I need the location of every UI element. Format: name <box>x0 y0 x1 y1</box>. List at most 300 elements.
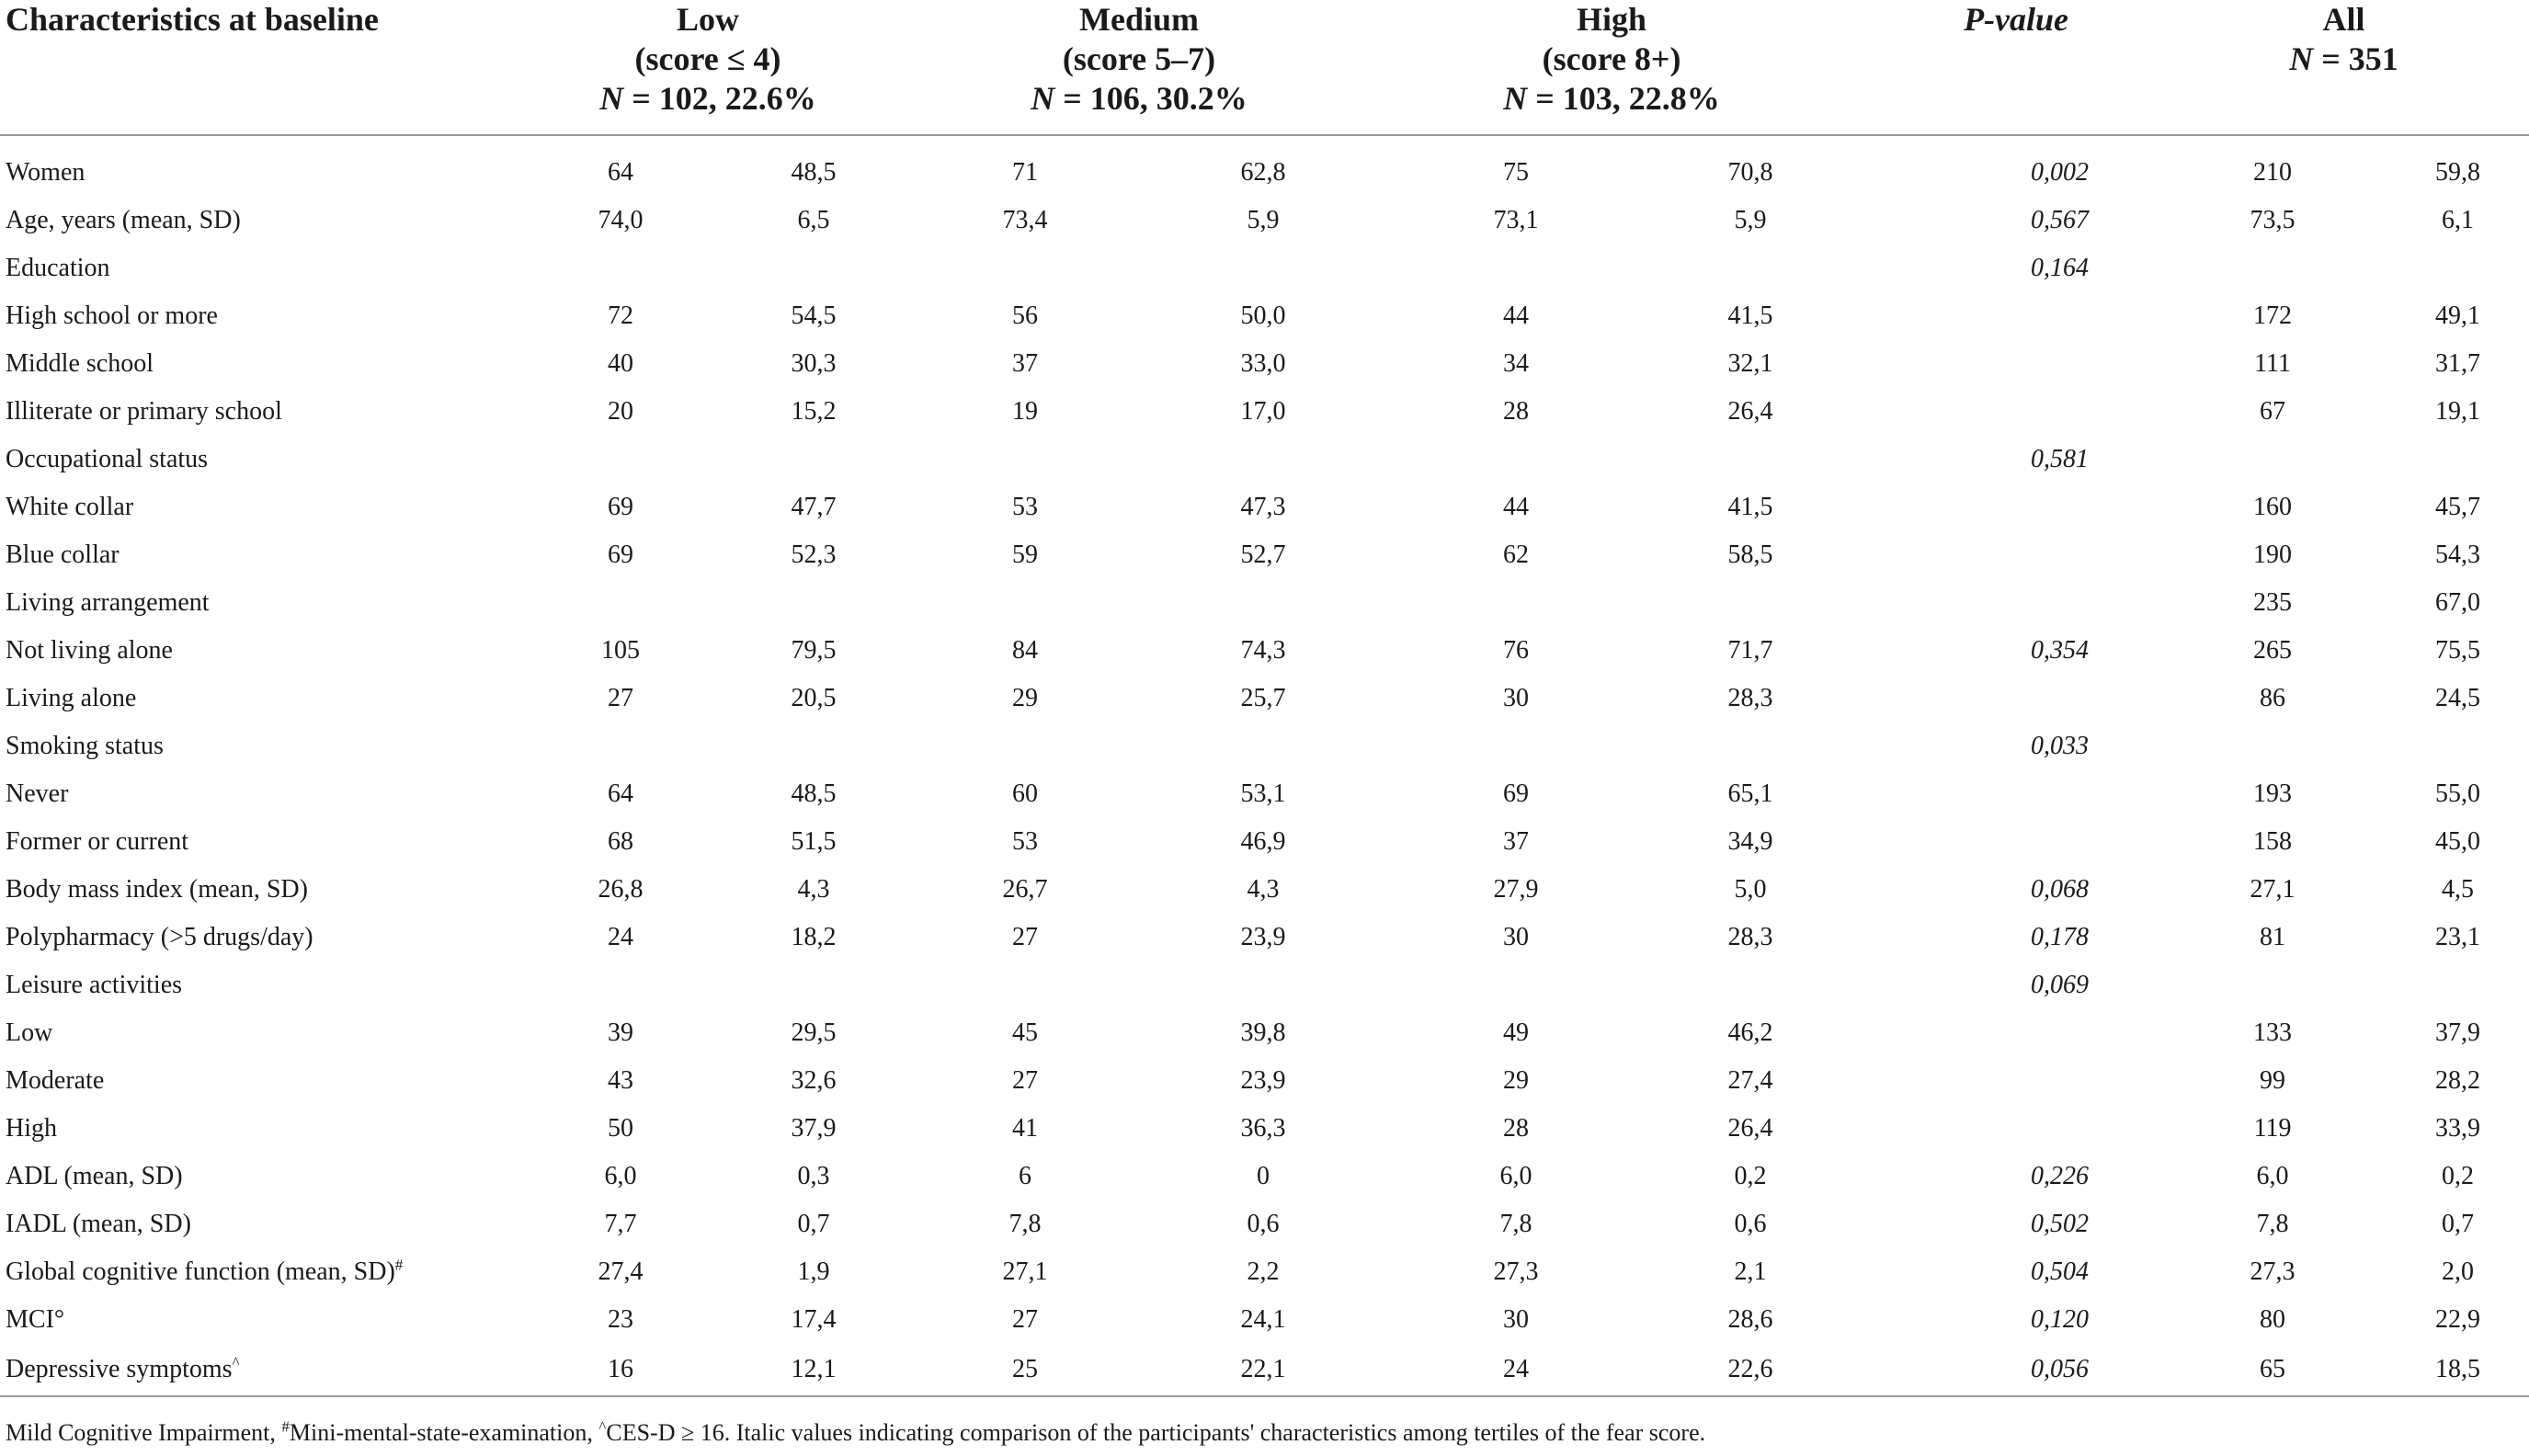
header-high-n <box>1377 79 1846 119</box>
cell-low-p <box>726 579 901 627</box>
footnote-part2: Mini-mental-state-examination, <box>289 1419 599 1446</box>
cell-high-p: 5,0 <box>1734 875 1767 904</box>
row-label-text: Leisure activities <box>6 971 183 999</box>
cell-pval <box>1846 770 2159 818</box>
row-label-text: Blue collar <box>6 540 120 569</box>
cell-low-p: 18,2 <box>791 923 837 951</box>
cell-high-p: 0,6 <box>1734 1210 1767 1238</box>
table-row <box>0 531 2529 579</box>
cell-high-n: 34 <box>1503 349 1530 378</box>
cell-high-p: 46,2 <box>1727 1018 1773 1047</box>
cell-med-n: 37 <box>1012 349 1039 378</box>
cell-high-n <box>1377 245 1655 292</box>
row-label <box>0 292 515 340</box>
cell-med-p <box>1149 961 1377 1009</box>
cell-pval <box>1846 1009 2159 1057</box>
cell-low-p: 37,9 <box>791 1114 837 1143</box>
row-label <box>0 914 515 961</box>
cell-high-p <box>1655 245 1846 292</box>
cell-low-p: 12,1 <box>726 1344 901 1396</box>
row-label-text: Occupational status <box>6 445 209 473</box>
cell-med-n <box>901 245 1149 292</box>
header-pvalue <box>1846 0 2159 135</box>
row-label <box>0 1296 515 1344</box>
cell-pval: 0,002 <box>2031 158 2090 187</box>
cell-all-p: 2,0 <box>2442 1257 2475 1286</box>
cell-all-n <box>2159 436 2387 483</box>
cell-med-p: 17,0 <box>1240 397 1286 426</box>
cell-all-n: 67 <box>2260 397 2286 426</box>
cell-pval <box>1846 1057 2159 1105</box>
row-label-text: Age, years (mean, SD) <box>6 206 241 234</box>
footnote-sup1: # <box>281 1417 290 1436</box>
cell-all-n: 133 <box>2253 1018 2293 1047</box>
cell-med-n: 59 <box>1012 540 1039 569</box>
cell-all-p <box>2387 722 2529 770</box>
table-row <box>0 1105 2529 1153</box>
cell-pval <box>1846 340 2159 388</box>
cell-med-n <box>901 722 1149 770</box>
table-row <box>0 1344 2529 1396</box>
cell-all-n: 27,1 <box>2250 875 2295 904</box>
cell-all-n: 86 <box>2260 684 2286 712</box>
cell-low-p: 29,5 <box>791 1018 837 1047</box>
cell-low-p: 4,3 <box>797 875 830 904</box>
header-medium-n-prefix: N <box>1031 80 1055 117</box>
row-label-text: IADL (mean, SD) <box>6 1210 191 1238</box>
table-row <box>0 1200 2529 1248</box>
cell-high-p: 71,7 <box>1727 636 1773 665</box>
cell-high-n: 62 <box>1503 540 1530 569</box>
cell-high-n: 7,8 <box>1499 1210 1532 1238</box>
cell-med-p: 53,1 <box>1240 779 1286 808</box>
header-medium-title: Medium <box>1079 1 1200 38</box>
cell-high-n: 69 <box>1503 779 1530 808</box>
row-label-superscript: # <box>394 1256 404 1274</box>
cell-med-p: 36,3 <box>1240 1114 1286 1143</box>
cell-high-p: 41,5 <box>1727 493 1773 521</box>
cell-pval: 0,354 <box>2031 636 2090 665</box>
cell-med-p: 0 <box>1257 1162 1270 1190</box>
cell-med-n: 60 <box>1012 779 1039 808</box>
cell-low-n: 74,0 <box>598 206 644 234</box>
cell-low-p: 1,9 <box>797 1257 830 1286</box>
cell-high-n: 44 <box>1503 301 1530 330</box>
cell-low-n <box>515 722 726 770</box>
row-label-text: Illiterate or primary school <box>6 397 282 426</box>
cell-med-p: 23,9 <box>1240 1066 1286 1095</box>
table-row <box>0 1296 2529 1344</box>
cell-low-n: 69 <box>608 540 633 569</box>
cell-med-n: 53 <box>1012 493 1039 521</box>
cell-all-p: 67,0 <box>2435 588 2481 617</box>
cell-pval <box>1846 483 2159 531</box>
cell-low-p: 51,5 <box>791 827 837 856</box>
cell-med-n <box>901 961 1149 1009</box>
header-high-title: High <box>1577 1 1647 38</box>
cell-low-p: 54,5 <box>791 301 837 330</box>
row-label-text: Middle school <box>6 349 154 378</box>
cell-low-n <box>515 436 726 483</box>
cell-all-p: 31,7 <box>2435 349 2481 378</box>
cell-high-p: 34,9 <box>1727 827 1773 856</box>
table-row <box>0 197 2529 245</box>
row-label-text: Not living alone <box>6 636 173 665</box>
cell-all-p: 45,0 <box>2435 827 2481 856</box>
cell-high-n: 27,9 <box>1493 875 1539 904</box>
header-characteristics <box>0 0 515 135</box>
cell-high-p: 28,3 <box>1727 684 1773 712</box>
cell-pval: 0,056 <box>1846 1344 2159 1396</box>
cell-med-n: 41 <box>1012 1114 1039 1143</box>
header-characteristics-label: Characteristics at baseline <box>6 1 379 38</box>
row-label-text: Body mass index (mean, SD) <box>6 875 308 904</box>
cell-med-p: 33,0 <box>1240 349 1286 378</box>
header-all-n-prefix: N <box>2289 40 2314 77</box>
table-row <box>0 1009 2529 1057</box>
row-label <box>0 866 515 914</box>
cell-low-n: 43 <box>608 1066 633 1095</box>
cell-all-p: 45,7 <box>2435 493 2481 521</box>
cell-med-n: 29 <box>1012 684 1039 712</box>
row-label <box>0 579 515 627</box>
row-label <box>0 1009 515 1057</box>
cell-all-p: 0,2 <box>2442 1162 2475 1190</box>
cell-low-p: 79,5 <box>791 636 837 665</box>
cell-low-p: 6,5 <box>797 206 830 234</box>
cell-low-p <box>726 722 901 770</box>
cell-med-n: 25 <box>901 1344 1149 1396</box>
cell-high-n: 24 <box>1377 1344 1655 1396</box>
table-row <box>0 866 2529 914</box>
row-label <box>0 675 515 722</box>
cell-low-n <box>515 579 726 627</box>
row-label-text: Former or current <box>6 827 189 856</box>
row-label-text: ADL (mean, SD) <box>6 1162 183 1190</box>
cell-low-p: 20,5 <box>791 684 837 712</box>
row-label <box>0 818 515 866</box>
cell-med-p: 62,8 <box>1240 158 1286 187</box>
cell-high-n: 76 <box>1503 636 1530 665</box>
footnote-part1: Mild Cognitive Impairment, <box>6 1419 282 1446</box>
table-row <box>0 483 2529 531</box>
row-label <box>0 436 515 483</box>
cell-all-n: 73,5 <box>2250 206 2295 234</box>
table-row <box>0 818 2529 866</box>
cell-all-p: 28,2 <box>2435 1066 2481 1095</box>
row-label <box>0 197 515 245</box>
row-label-text: Smoking status <box>6 732 164 760</box>
cell-all-n: 81 <box>2260 923 2286 951</box>
cell-low-p: 52,3 <box>791 540 837 569</box>
cell-med-p: 52,7 <box>1240 540 1286 569</box>
cell-all-p: 23,1 <box>2435 923 2481 951</box>
cell-low-n: 23 <box>608 1305 633 1334</box>
row-label <box>0 1105 515 1153</box>
cell-high-p: 28,6 <box>1727 1305 1773 1334</box>
cell-low-n: 27,4 <box>598 1257 644 1286</box>
header-pvalue-label: P-value <box>1964 1 2069 38</box>
cell-med-p: 39,8 <box>1240 1018 1286 1047</box>
cell-med-p: 24,1 <box>1240 1305 1286 1334</box>
cell-low-n <box>515 961 726 1009</box>
row-label-text: Global cognitive function (mean, SD) <box>6 1257 395 1286</box>
cell-all-p: 6,1 <box>2442 206 2475 234</box>
header-medium-n <box>901 79 1377 119</box>
cell-high-n <box>1377 722 1655 770</box>
cell-high-p: 26,4 <box>1727 1114 1773 1143</box>
cell-low-p <box>726 961 901 1009</box>
cell-low-n: 72 <box>608 301 633 330</box>
cell-all-p <box>2387 436 2529 483</box>
cell-all-n: 158 <box>2253 827 2293 856</box>
cell-high-n <box>1377 961 1655 1009</box>
cell-med-p: 22,1 <box>1149 1344 1377 1396</box>
cell-all-n: 190 <box>2253 540 2293 569</box>
cell-low-n: 68 <box>608 827 633 856</box>
row-label-text: MCI° <box>6 1305 65 1334</box>
cell-high-n <box>1377 579 1655 627</box>
cell-high-p <box>1655 579 1846 627</box>
row-label-text: Polypharmacy (>5 drugs/day) <box>6 923 313 951</box>
cell-low-n: 64 <box>608 158 633 187</box>
row-label <box>0 483 515 531</box>
table-header <box>0 0 2529 135</box>
cell-pval: 0,164 <box>2031 254 2090 282</box>
row-label-text: White collar <box>6 493 134 521</box>
row-label <box>0 388 515 436</box>
cell-low-n: 50 <box>608 1114 633 1143</box>
header-high-n-rest: = 103, 22.8% <box>1527 80 1720 117</box>
table-body <box>0 135 2529 1396</box>
cell-low-n: 64 <box>608 779 633 808</box>
cell-all-n: 27,3 <box>2250 1257 2295 1286</box>
cell-med-n: 7,8 <box>1008 1210 1042 1238</box>
cell-high-p: 0,2 <box>1734 1162 1767 1190</box>
row-label <box>0 1248 515 1296</box>
table-row <box>0 1248 2529 1296</box>
row-label <box>0 1344 515 1396</box>
table-row <box>0 722 2529 770</box>
cell-med-n: 27,1 <box>1002 1257 1048 1286</box>
cell-all-n: 210 <box>2253 158 2293 187</box>
row-label-text: Depressive symptoms <box>6 1355 233 1383</box>
cell-med-p: 2,2 <box>1247 1257 1280 1286</box>
cell-high-n: 44 <box>1503 493 1530 521</box>
table-row <box>0 961 2529 1009</box>
row-label <box>0 961 515 1009</box>
cell-med-p: 23,9 <box>1240 923 1286 951</box>
cell-med-n: 56 <box>1012 301 1039 330</box>
cell-high-p <box>1655 436 1846 483</box>
header-all-n <box>2159 40 2529 79</box>
row-label <box>0 1153 515 1200</box>
cell-med-p: 4,3 <box>1247 875 1280 904</box>
cell-pval <box>1846 675 2159 722</box>
cell-low-n: 16 <box>515 1344 726 1396</box>
cell-med-p: 74,3 <box>1240 636 1286 665</box>
cell-pval: 0,068 <box>2031 875 2090 904</box>
cell-all-n: 65 <box>2159 1344 2387 1396</box>
cell-pval: 0,502 <box>2031 1210 2090 1238</box>
cell-pval: 0,581 <box>2031 445 2090 473</box>
cell-high-n: 28 <box>1503 1114 1530 1143</box>
cell-high-p: 28,3 <box>1727 923 1773 951</box>
cell-all-p: 0,7 <box>2442 1210 2475 1238</box>
cell-pval: 0,567 <box>2031 206 2090 234</box>
table-row <box>0 1057 2529 1105</box>
row-label <box>0 770 515 818</box>
cell-high-p: 70,8 <box>1727 158 1773 187</box>
cell-pval <box>1846 388 2159 436</box>
row-label-text: High school or more <box>6 301 218 330</box>
cell-high-p: 2,1 <box>1734 1257 1767 1286</box>
cell-med-n: 53 <box>1012 827 1039 856</box>
cell-low-p <box>726 436 901 483</box>
table-row <box>0 627 2529 675</box>
cell-high-n: 6,0 <box>1499 1162 1532 1190</box>
row-label <box>0 531 515 579</box>
cell-high-p: 27,4 <box>1727 1066 1773 1095</box>
cell-low-n: 26,8 <box>598 875 644 904</box>
cell-low-p <box>726 245 901 292</box>
cell-low-n: 69 <box>608 493 633 521</box>
cell-all-p: 33,9 <box>2435 1114 2481 1143</box>
cell-high-n: 27,3 <box>1493 1257 1539 1286</box>
cell-med-n <box>901 436 1149 483</box>
row-label <box>0 340 515 388</box>
cell-low-p: 47,7 <box>791 493 837 521</box>
cell-med-p <box>1149 722 1377 770</box>
cell-low-n: 40 <box>608 349 633 378</box>
cell-med-p: 50,0 <box>1240 301 1286 330</box>
cell-all-n <box>2159 722 2387 770</box>
header-all-n-rest: = 351 <box>2313 40 2398 77</box>
cell-low-n <box>515 245 726 292</box>
cell-high-n: 28 <box>1503 397 1530 426</box>
cell-all-n <box>2159 245 2387 292</box>
cell-high-n: 49 <box>1503 1018 1530 1047</box>
row-label-text: Living arrangement <box>6 588 210 617</box>
header-medium-sub: (score 5–7) <box>1062 40 1216 77</box>
cell-low-n: 27 <box>608 684 633 712</box>
row-label <box>0 722 515 770</box>
row-label-text: Education <box>6 254 110 282</box>
row-label-text: Moderate <box>6 1066 105 1095</box>
header-medium-n-rest: = 106, 30.2% <box>1054 80 1247 117</box>
cell-all-n: 80 <box>2260 1305 2286 1334</box>
cell-med-n: 84 <box>1012 636 1039 665</box>
cell-pval: 0,178 <box>2031 923 2090 951</box>
cell-all-p: 75,5 <box>2435 636 2481 665</box>
cell-pval <box>1846 292 2159 340</box>
cell-all-n: 99 <box>2260 1066 2286 1095</box>
cell-med-n: 27 <box>1012 1066 1039 1095</box>
table-row <box>0 292 2529 340</box>
cell-all-p: 19,1 <box>2435 397 2481 426</box>
cell-low-p: 32,6 <box>791 1066 837 1095</box>
header-high-sub: (score 8+) <box>1542 40 1681 77</box>
cell-low-p: 30,3 <box>791 349 837 378</box>
row-label <box>0 245 515 292</box>
cell-all-n: 193 <box>2253 779 2293 808</box>
header-low-n-prefix: N <box>599 80 624 117</box>
cell-med-p: 5,9 <box>1247 206 1280 234</box>
row-label-text: High <box>6 1114 57 1143</box>
cell-high-n: 37 <box>1503 827 1530 856</box>
cell-low-n: 7,7 <box>604 1210 637 1238</box>
cell-high-n: 73,1 <box>1493 206 1539 234</box>
cell-pval <box>1846 818 2159 866</box>
cell-low-p: 48,5 <box>791 158 837 187</box>
cell-all-p: 18,5 <box>2387 1344 2529 1396</box>
table-row <box>0 914 2529 961</box>
row-label-text: Never <box>6 779 69 808</box>
cell-low-p: 0,3 <box>797 1162 830 1190</box>
footnote-sup2: ^ <box>598 1417 607 1436</box>
cell-all-n: 6,0 <box>2256 1162 2289 1190</box>
table-footnote <box>6 1419 1705 1447</box>
table-row <box>0 436 2529 483</box>
header-all <box>2159 0 2529 135</box>
cell-med-n: 6 <box>1019 1162 1032 1190</box>
cell-pval <box>1846 579 2159 627</box>
cell-med-n: 19 <box>1012 397 1039 426</box>
table-row <box>0 770 2529 818</box>
header-all-title: All <box>2322 1 2365 38</box>
cell-all-p: 37,9 <box>2435 1018 2481 1047</box>
cell-high-n: 30 <box>1503 1305 1530 1334</box>
cell-high-n: 75 <box>1503 158 1530 187</box>
cell-high-p <box>1655 722 1846 770</box>
cell-all-n: 111 <box>2254 349 2291 378</box>
cell-med-n: 73,4 <box>1002 206 1048 234</box>
cell-high-n <box>1377 436 1655 483</box>
cell-all-p: 22,9 <box>2435 1305 2481 1334</box>
row-label-superscript: ^ <box>232 1353 240 1371</box>
cell-low-n: 24 <box>608 923 633 951</box>
cell-all-p: 54,3 <box>2435 540 2481 569</box>
header-low <box>515 0 901 135</box>
table-row <box>0 388 2529 436</box>
cell-all-n: 160 <box>2253 493 2293 521</box>
table-row <box>0 135 2529 197</box>
cell-all-p: 59,8 <box>2435 158 2481 187</box>
cell-all-p: 24,5 <box>2435 684 2481 712</box>
cell-pval <box>1846 1105 2159 1153</box>
row-label-text: Women <box>6 158 85 187</box>
table-row <box>0 1153 2529 1200</box>
cell-med-n: 26,7 <box>1002 875 1048 904</box>
cell-pval: 0,504 <box>2031 1257 2090 1286</box>
cell-pval: 0,069 <box>2031 971 2090 999</box>
footnote-part3: CES-D ≥ 16. Italic values indicating comparison of the participants' characteristics among tertiles of the fear score. <box>606 1419 1706 1446</box>
cell-high-p: 26,4 <box>1727 397 1773 426</box>
cell-all-n: 265 <box>2253 636 2293 665</box>
row-label <box>0 135 515 197</box>
cell-high-n: 29 <box>1503 1066 1530 1095</box>
cell-all-n <box>2159 961 2387 1009</box>
cell-all-p: 4,5 <box>2442 875 2475 904</box>
cell-high-p: 22,6 <box>1655 1344 1846 1396</box>
cell-med-p: 46,9 <box>1240 827 1286 856</box>
cell-low-n: 39 <box>608 1018 633 1047</box>
cell-high-p: 5,9 <box>1734 206 1767 234</box>
cell-med-n: 27 <box>1012 923 1039 951</box>
table-row <box>0 245 2529 292</box>
header-low-n-rest: = 102, 22.6% <box>623 80 816 117</box>
row-label-text: Low <box>6 1018 53 1047</box>
